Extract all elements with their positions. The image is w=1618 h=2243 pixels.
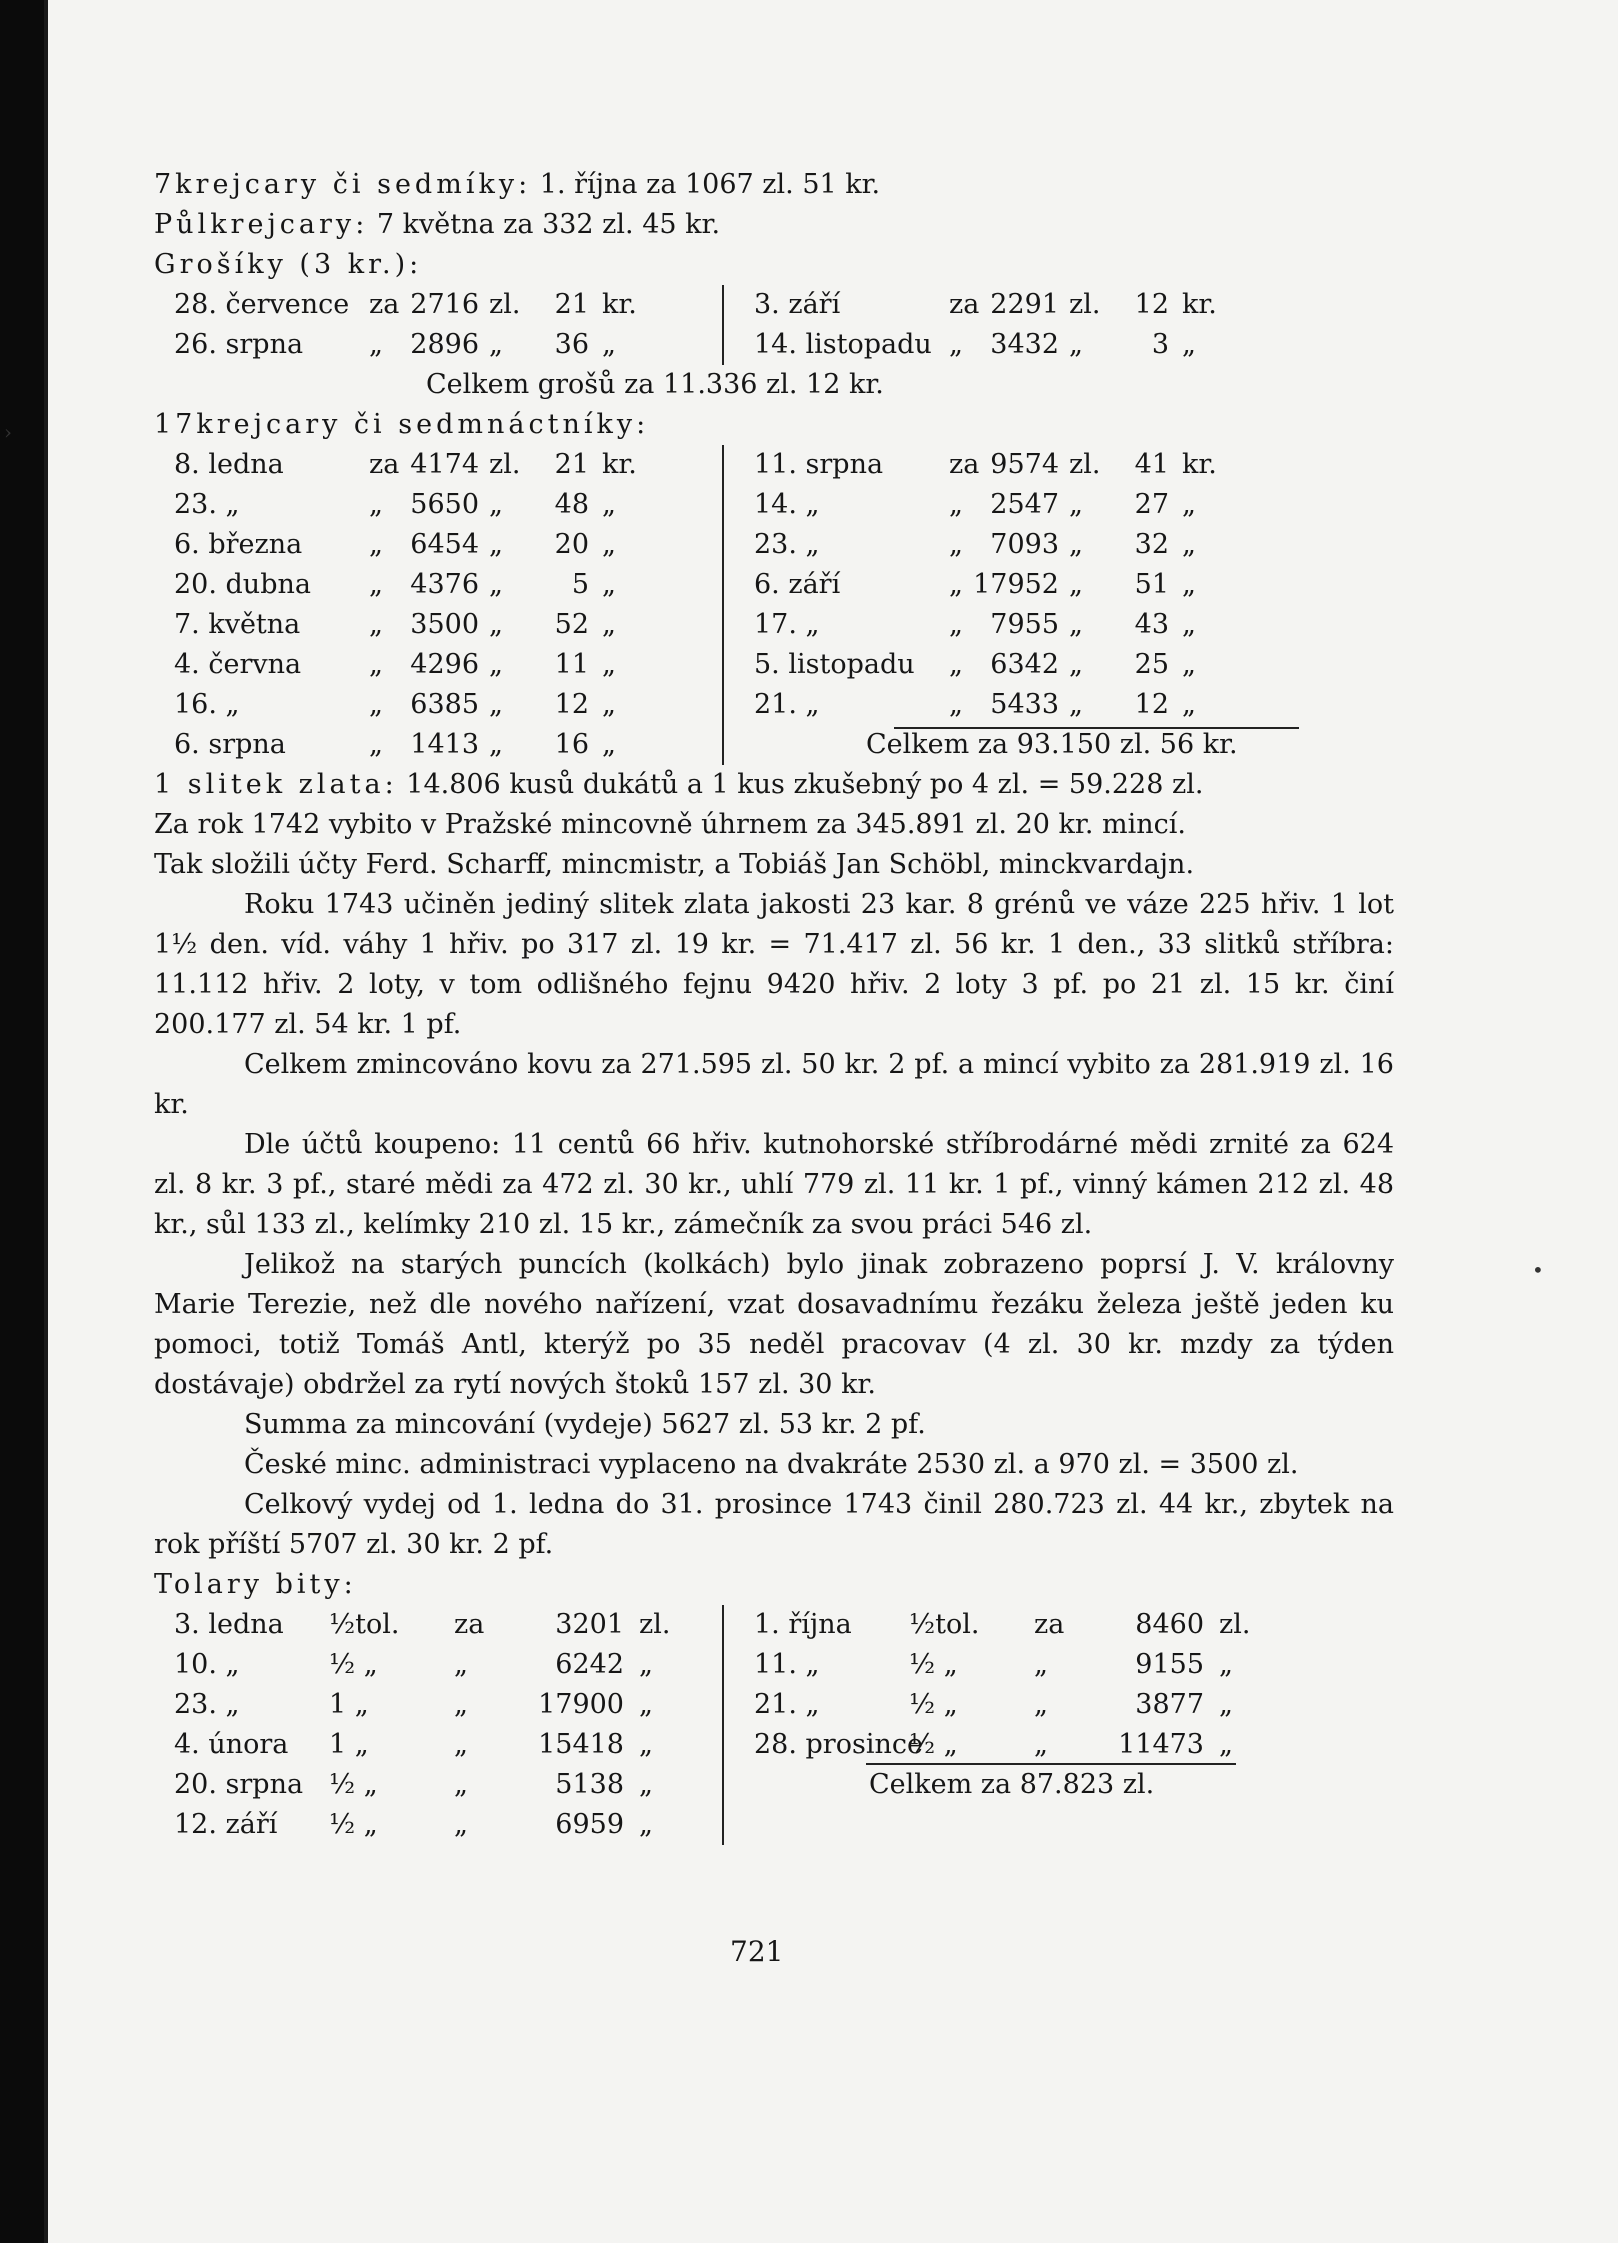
unit-cell: „ (1219, 1729, 1233, 1760)
table-row (154, 485, 714, 525)
unit-cell: „ (639, 1809, 653, 1840)
slitek-line: 1 slitek zlata: 14.806 kusů dukátů a 1 kus zkušebný po 4 zl. = 59.228 zl. (154, 769, 1204, 800)
amount-kr-cell: 25 (1134, 649, 1169, 680)
paragraph-celkovy: Celkový vydej od 1. ledna do 31. prosince 1743 činil 280.723 zl. 44 kr., zbytek na rok příští 5707 zl. 30 kr. 2 pf. (154, 1489, 1394, 1560)
za-cell: „ (1034, 1729, 1048, 1760)
sedmiky-line: 7krejcary či sedmíky: 1. října za 1067 zl. 51 kr. (154, 169, 881, 200)
amount-kr-cell: 52 (554, 609, 589, 640)
date-cell: 4. června (174, 649, 302, 680)
amount-kr-cell: 12 (1134, 289, 1169, 320)
amount-zl-cell: 4174 (410, 449, 479, 480)
za-cell: „ (949, 689, 963, 720)
unit-cell: „ (1219, 1689, 1233, 1720)
table-row (154, 1725, 714, 1765)
unit-zl-cell: „ (1069, 489, 1083, 520)
page-text (154, 165, 1394, 1845)
unit-kr-cell: „ (1182, 329, 1196, 360)
unit-zl-cell: „ (1069, 529, 1083, 560)
unit-kr-cell: „ (602, 529, 616, 560)
table-row (734, 645, 1294, 685)
za-cell: „ (369, 329, 383, 360)
amount-kr-cell: 51 (1134, 569, 1169, 600)
amount-zl-cell: 4296 (410, 649, 479, 680)
amount-zl-cell: 3500 (410, 609, 479, 640)
page-number: 721 (730, 1935, 784, 1968)
amount-kr-cell: 41 (1134, 449, 1169, 480)
za-cell: „ (454, 1769, 468, 1800)
amount-kr-cell: 20 (554, 529, 589, 560)
unit-zl-cell: zl. (1069, 289, 1101, 320)
amount-cell: 6242 (555, 1649, 624, 1680)
table-row (154, 1605, 714, 1645)
table-row (154, 565, 714, 605)
za-cell: „ (369, 569, 383, 600)
unit-zl-cell: zl. (1069, 449, 1101, 480)
unit-zl-cell: zl. (489, 289, 521, 320)
table-row (154, 285, 714, 325)
unit-zl-cell: „ (489, 689, 503, 720)
amount-cell: 6959 (555, 1809, 624, 1840)
amount-cell: 8460 (1135, 1609, 1204, 1640)
unit-cell: zl. (1219, 1609, 1251, 1640)
amount-zl-cell: 2896 (410, 329, 479, 360)
unit-kr-cell: „ (602, 329, 616, 360)
unit-cell: „ (639, 1649, 653, 1680)
amount-kr-cell: 16 (554, 729, 589, 760)
unit-zl-cell: „ (1069, 689, 1083, 720)
unit-kr-cell: „ (602, 609, 616, 640)
total-line: Celkem za 93.150 zl. 56 kr. (866, 729, 1238, 760)
za-cell: „ (369, 609, 383, 640)
za-cell: „ (949, 649, 963, 680)
za-cell: „ (949, 609, 963, 640)
unit-zl-cell: „ (489, 489, 503, 520)
table-row (734, 485, 1294, 525)
za-cell: za (369, 449, 400, 480)
za-cell: za (949, 449, 980, 480)
coin-cell: 1 „ (329, 1729, 369, 1760)
za-cell: „ (369, 729, 383, 760)
amount-kr-cell: 43 (1134, 609, 1169, 640)
amount-zl-cell: 2547 (990, 489, 1059, 520)
za-cell: za (949, 289, 980, 320)
date-cell: 20. srpna (174, 1769, 304, 1800)
unit-kr-cell: „ (602, 649, 616, 680)
unit-zl-cell: „ (1069, 569, 1083, 600)
table-row (154, 325, 714, 365)
unit-kr-cell: „ (602, 689, 616, 720)
amount-kr-cell: 11 (554, 649, 589, 680)
unit-cell: „ (1219, 1649, 1233, 1680)
date-cell: 7. května (174, 609, 301, 640)
table-row (154, 1645, 714, 1685)
za-cell: „ (1034, 1689, 1048, 1720)
za-cell: „ (949, 569, 963, 600)
unit-zl-cell: „ (1069, 609, 1083, 640)
paragraph-jelikoz: Jelikož na starých puncích (kolkách) bylo jinak zobrazeno poprsí J. V. královny Marie Terezie, než dle nového nařízení, vzat dosavadnímu řezáku železa ještě jeden ku pomoci, totiž Tomáš Antl, kterýž po 35 neděl pracovav (4 zl. 30 kr. mzdy za týden dostávaje) obdržel za rytí nových štoků 157 zl. 30 kr. (154, 1249, 1394, 1400)
date-cell: 21. „ (754, 689, 820, 720)
amount-zl-cell: 4376 (410, 569, 479, 600)
unit-kr-cell: „ (602, 569, 616, 600)
date-cell: 14. listopadu (754, 329, 932, 360)
sum-rule (894, 727, 1299, 729)
unit-zl-cell: „ (489, 649, 503, 680)
tolary-heading: Tolary bity: (154, 1569, 357, 1600)
table-row (154, 605, 714, 645)
unit-cell: zl. (639, 1609, 671, 1640)
page (4, 0, 1618, 2243)
unit-kr-cell: kr. (1182, 289, 1217, 320)
za-cell: za (1034, 1609, 1065, 1640)
date-cell: 6. září (754, 569, 841, 600)
za-cell: za (369, 289, 400, 320)
unit-kr-cell: „ (1182, 529, 1196, 560)
date-cell: 21. „ (754, 1689, 820, 1720)
table-row (154, 1805, 714, 1845)
amount-zl-cell: 3432 (990, 329, 1059, 360)
paragraph-celkem: Celkem zmincováno kovu za 271.595 zl. 50 kr. 2 pf. a mincí vybito za 281.919 zl. 16 kr. (154, 1049, 1394, 1120)
date-cell: 23. „ (174, 1689, 240, 1720)
date-cell: 11. srpna (754, 449, 884, 480)
column-divider (722, 1605, 724, 1845)
date-cell: 8. ledna (174, 449, 284, 480)
coin-cell: ½ „ (329, 1649, 378, 1680)
amount-kr-cell: 21 (554, 289, 589, 320)
amount-zl-cell: 9574 (990, 449, 1059, 480)
table-row (154, 685, 714, 725)
coin-cell: ½tol. (329, 1609, 400, 1640)
amount-kr-cell: 3 (1151, 329, 1169, 360)
unit-kr-cell: kr. (1182, 449, 1217, 480)
amount-zl-cell: 6385 (410, 689, 479, 720)
amount-cell: 5138 (555, 1769, 624, 1800)
za-cell: „ (369, 649, 383, 680)
margin-mark: › (4, 420, 12, 444)
amount-kr-cell: 12 (554, 689, 589, 720)
table-row (734, 605, 1294, 645)
total-line: Celkem grošů za 11.336 zl. 12 kr. (426, 369, 884, 400)
table-row (734, 285, 1294, 325)
date-cell: 26. srpna (174, 329, 304, 360)
coin-cell: ½ „ (909, 1649, 958, 1680)
table-row (734, 1685, 1294, 1725)
date-cell: 10. „ (174, 1649, 240, 1680)
amount-kr-cell: 48 (554, 489, 589, 520)
amount-cell: 15418 (538, 1729, 624, 1760)
amount-zl-cell: 6454 (410, 529, 479, 560)
column-divider (722, 285, 724, 365)
unit-zl-cell: „ (489, 329, 503, 360)
coin-cell: ½tol. (909, 1609, 980, 1640)
paragraph-1743: Roku 1743 učiněn jediný slitek zlata jakosti 23 kar. 8 grénů ve váze 225 hřiv. 1 lot 1½ den. víd. váhy 1 hřiv. po 317 zl. 19 kr. = 71.417 zl. 56 kr. 1 den., 33 slitků stříbra: 11.112 hřiv. 2 loty, v tom odlišného fejnu 9420 hřiv. 2 loty 3 pf. po 21 zl. 15 kr. činí 200.177 zl. 54 kr. 1 pf. (154, 889, 1394, 1040)
amount-zl-cell: 5433 (990, 689, 1059, 720)
date-cell: 1. října (754, 1609, 852, 1640)
unit-kr-cell: kr. (602, 449, 637, 480)
unit-kr-cell: „ (602, 489, 616, 520)
margin-dot: • (1532, 1258, 1544, 1282)
table-row (734, 565, 1294, 605)
za-cell: „ (454, 1649, 468, 1680)
za-cell: „ (949, 529, 963, 560)
paragraph-1742b: Tak složili účty Ferd. Scharff, mincmistr, a Tobiáš Jan Schöbl, minckvardajn. (154, 849, 1195, 880)
unit-zl-cell: zl. (489, 449, 521, 480)
total-line: Celkem za 87.823 zl. (869, 1769, 1155, 1800)
unit-cell: „ (639, 1689, 653, 1720)
amount-cell: 3877 (1135, 1689, 1204, 1720)
paragraph-1742a: Za rok 1742 vybito v Pražské mincovně úhrnem za 345.891 zl. 20 kr. mincí. (154, 809, 1186, 840)
table-row (734, 1645, 1294, 1685)
unit-cell: „ (639, 1769, 653, 1800)
amount-kr-cell: 36 (554, 329, 589, 360)
za-cell: „ (369, 529, 383, 560)
column-divider (722, 445, 724, 765)
table-row (734, 685, 1294, 725)
date-cell: 4. února (174, 1729, 289, 1760)
za-cell: „ (949, 489, 963, 520)
date-cell: 14. „ (754, 489, 820, 520)
date-cell: 11. „ (754, 1649, 820, 1680)
unit-zl-cell: „ (1069, 329, 1083, 360)
paragraph-dle-uctu: Dle účtů koupeno: 11 centů 66 hřiv. kutnohorské stříbrodárné mědi zrnité za 624 zl. 8 kr. 3 pf., staré mědi za 472 zl. 30 kr., uhlí 779 zl. 11 kr. 1 pf., vinný kámen 212 zl. 48 kr., sůl 133 zl., kelímky 210 zl. 15 kr., zámečník za svou práci 546 zl. (154, 1129, 1394, 1240)
amount-cell: 17900 (538, 1689, 624, 1720)
za-cell: „ (454, 1729, 468, 1760)
amount-zl-cell: 6342 (990, 649, 1059, 680)
unit-zl-cell: „ (489, 609, 503, 640)
za-cell: „ (454, 1809, 468, 1840)
unit-kr-cell: „ (1182, 489, 1196, 520)
coin-cell: ½ „ (909, 1689, 958, 1720)
amount-kr-cell: 27 (1134, 489, 1169, 520)
coin-cell: ½ „ (909, 1729, 958, 1760)
date-cell: 28. července (174, 289, 350, 320)
table-row (734, 525, 1294, 565)
coin-cell: 1 „ (329, 1689, 369, 1720)
coin-cell: ½ „ (329, 1809, 378, 1840)
za-cell: „ (454, 1689, 468, 1720)
unit-cell: „ (639, 1729, 653, 1760)
za-cell: „ (369, 689, 383, 720)
date-cell: 3. září (754, 289, 841, 320)
unit-zl-cell: „ (489, 529, 503, 560)
date-cell: 17. „ (754, 609, 820, 640)
amount-zl-cell: 1413 (410, 729, 479, 760)
amount-kr-cell: 21 (554, 449, 589, 480)
sedmnactniky-table (154, 445, 1394, 765)
amount-zl-cell: 7955 (990, 609, 1059, 640)
table-row (154, 445, 714, 485)
amount-kr-cell: 5 (571, 569, 589, 600)
unit-kr-cell: „ (1182, 689, 1196, 720)
date-cell: 23. „ (174, 489, 240, 520)
table-row (154, 1685, 714, 1725)
amount-zl-cell: 2716 (410, 289, 479, 320)
table-row (734, 445, 1294, 485)
unit-kr-cell: „ (602, 729, 616, 760)
unit-kr-cell: „ (1182, 649, 1196, 680)
date-cell: 5. listopadu (754, 649, 915, 680)
unit-kr-cell: „ (1182, 569, 1196, 600)
coin-cell: ½ „ (329, 1769, 378, 1800)
unit-zl-cell: „ (1069, 649, 1083, 680)
amount-zl-cell: 17952 (973, 569, 1059, 600)
tolary-table (154, 1605, 1394, 1845)
za-cell: „ (1034, 1649, 1048, 1680)
amount-zl-cell: 5650 (410, 489, 479, 520)
unit-zl-cell: „ (489, 569, 503, 600)
unit-kr-cell: „ (1182, 609, 1196, 640)
date-cell: 28. prosince (754, 1729, 923, 1760)
date-cell: 23. „ (754, 529, 820, 560)
amount-cell: 3201 (555, 1609, 624, 1640)
unit-kr-cell: kr. (602, 289, 637, 320)
table-row (154, 725, 714, 765)
table-row (734, 1605, 1294, 1645)
table-row (154, 1765, 714, 1805)
date-cell: 16. „ (174, 689, 240, 720)
paragraph-ceske: České minc. administraci vyplaceno na dvakráte 2530 zl. a 970 zl. = 3500 zl. (244, 1449, 1299, 1480)
grosiky-heading: Grošíky (3 kr.): (154, 249, 423, 280)
table-row (734, 325, 1294, 365)
za-cell: „ (949, 329, 963, 360)
table-row (734, 1725, 1294, 1765)
za-cell: za (454, 1609, 485, 1640)
amount-kr-cell: 12 (1134, 689, 1169, 720)
amount-kr-cell: 32 (1134, 529, 1169, 560)
za-cell: „ (369, 489, 383, 520)
date-cell: 12. září (174, 1809, 278, 1840)
amount-zl-cell: 2291 (990, 289, 1059, 320)
date-cell: 20. dubna (174, 569, 311, 600)
table-row (154, 525, 714, 565)
sedmnactniky-heading: 17krejcary či sedmnáctníky: (154, 409, 650, 440)
amount-cell: 9155 (1135, 1649, 1204, 1680)
binding-edge (44, 0, 48, 2243)
date-cell: 6. srpna (174, 729, 286, 760)
date-cell: 6. března (174, 529, 303, 560)
pulkrejcary-line: Půlkrejcary: 7 května za 332 zl. 45 kr. (154, 209, 721, 240)
grosiky-table (154, 285, 1394, 405)
paragraph-summa: Summa za mincování (vydeje) 5627 zl. 53 kr. 2 pf. (244, 1409, 926, 1440)
date-cell: 3. ledna (174, 1609, 284, 1640)
unit-zl-cell: „ (489, 729, 503, 760)
amount-cell: 11473 (1118, 1729, 1204, 1760)
amount-zl-cell: 7093 (990, 529, 1059, 560)
table-row (154, 645, 714, 685)
